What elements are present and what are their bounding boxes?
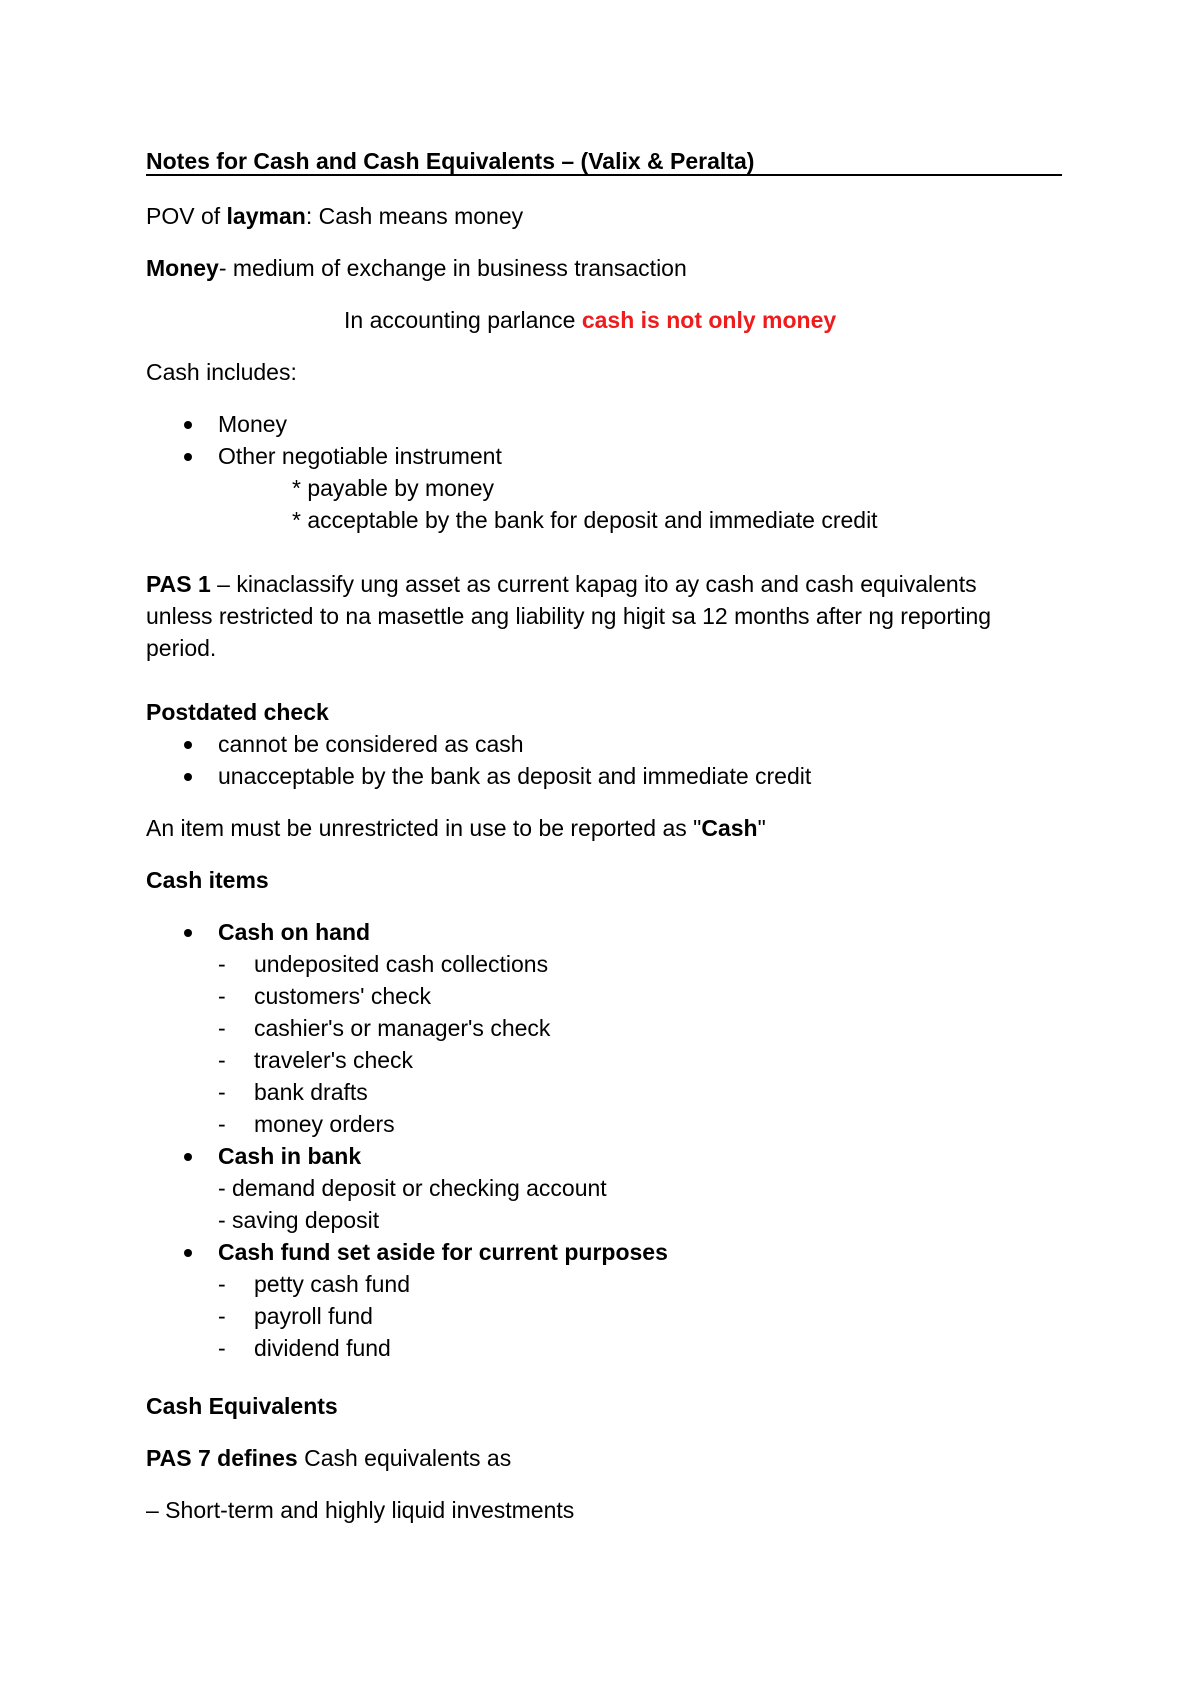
- pas7-term: PAS 7 defines: [146, 1445, 298, 1471]
- pas7-text: Cash equivalents as: [297, 1445, 512, 1471]
- dash-marker: -: [218, 1015, 226, 1041]
- cash-sub-item: petty cash fund: [254, 1271, 410, 1297]
- bullet-icon: [184, 929, 192, 937]
- parlance-emphasis: cash is not only money: [581, 307, 837, 333]
- postdated-item: unacceptable by the bank as deposit and immediate credit: [218, 763, 812, 789]
- instrument-note: * acceptable by the bank for deposit and immediate credit: [292, 507, 878, 533]
- unrestricted-post: ": [757, 815, 766, 841]
- instrument-note: * payable by money: [292, 475, 495, 501]
- cash-sub-item: dividend fund: [254, 1335, 391, 1361]
- pas1-term: PAS 1: [146, 571, 211, 597]
- cash-includes-item: Money: [218, 411, 288, 437]
- cash-equivalents-heading: Cash Equivalents: [146, 1393, 338, 1419]
- cash-sub-item: - saving deposit: [218, 1207, 380, 1233]
- pas1-text: – kinaclassify ung asset as current kapag ito ay cash and cash equivalents: [210, 571, 977, 597]
- cash-sub-item: money orders: [254, 1111, 395, 1137]
- bullet-icon: [184, 1249, 192, 1257]
- dash-marker: -: [218, 1303, 226, 1329]
- dash-marker: -: [218, 1335, 226, 1361]
- pas1-line2: unless restricted to na masettle ang liability ng higit sa 12 months after ng reporting: [146, 603, 992, 629]
- pas1-line1: [146, 570, 977, 598]
- cash-sub-item: bank drafts: [254, 1079, 368, 1105]
- dash-marker: -: [218, 1079, 226, 1105]
- pov-pre: POV of: [146, 203, 227, 229]
- document-title: Notes for Cash and Cash Equivalents – (Valix & Peralta): [146, 148, 755, 174]
- cash-group-label: Cash in bank: [218, 1143, 362, 1169]
- cash-sub-item: traveler's check: [254, 1047, 414, 1073]
- unrestricted-bold: Cash: [701, 815, 758, 841]
- money-def-text: - medium of exchange in business transaction: [218, 255, 687, 281]
- money-term: Money: [146, 255, 219, 281]
- postdated-item: cannot be considered as cash: [218, 731, 524, 757]
- bullet-icon: [184, 1153, 192, 1161]
- parlance-line: [344, 306, 836, 334]
- dash-marker: -: [218, 951, 226, 977]
- dash-marker: -: [218, 1271, 226, 1297]
- bullet-icon: [184, 741, 192, 749]
- pov-bold: layman: [226, 203, 306, 229]
- pov-line: [146, 202, 523, 230]
- unrestricted-line: [146, 814, 766, 842]
- cash-includes-label: Cash includes:: [146, 359, 297, 385]
- cash-sub-item: cashier's or manager's check: [254, 1015, 551, 1041]
- bullet-icon: [184, 773, 192, 781]
- bullet-icon: [184, 453, 192, 461]
- cash-items-heading: Cash items: [146, 867, 269, 893]
- bullet-icon: [184, 421, 192, 429]
- parlance-pre: In accounting parlance: [344, 307, 582, 333]
- pov-post: : Cash means money: [305, 203, 524, 229]
- pas1-line3: period.: [146, 635, 217, 661]
- cash-sub-item: - demand deposit or checking account: [218, 1175, 607, 1201]
- cash-group-label: Cash fund set aside for current purposes: [218, 1239, 668, 1265]
- dash-marker: -: [218, 1111, 226, 1137]
- dash-marker: -: [218, 1047, 226, 1073]
- dash-marker: -: [218, 983, 226, 1009]
- postdated-heading: Postdated check: [146, 699, 329, 725]
- cash-equivalents-definition: – Short-term and highly liquid investments: [146, 1497, 575, 1523]
- cash-sub-item: payroll fund: [254, 1303, 373, 1329]
- cash-sub-item: undeposited cash collections: [254, 951, 549, 977]
- pas7-line: [146, 1444, 511, 1472]
- cash-sub-item: customers' check: [254, 983, 431, 1009]
- money-definition: [146, 254, 687, 282]
- cash-group-label: Cash on hand: [218, 919, 371, 945]
- title-underline: [146, 174, 1062, 176]
- cash-includes-item: Other negotiable instrument: [218, 443, 502, 469]
- unrestricted-pre: An item must be unrestricted in use to be reported as ": [146, 815, 702, 841]
